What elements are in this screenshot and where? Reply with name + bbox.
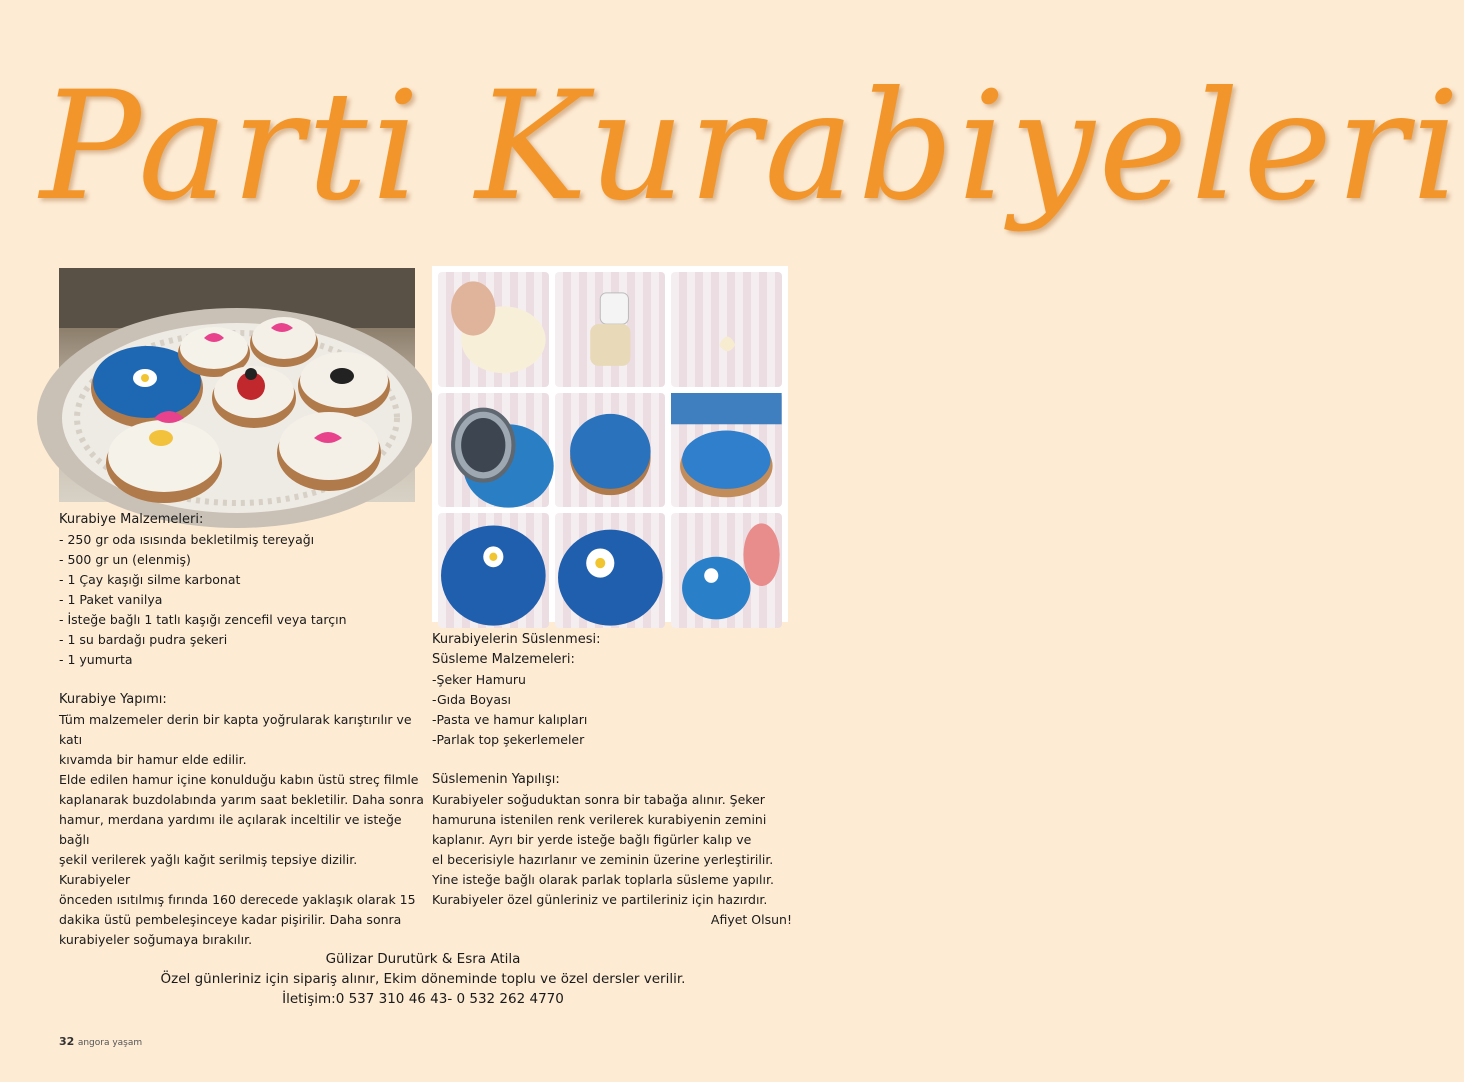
method-heading: Kurabiye Yapımı: <box>59 692 167 707</box>
step-line: Kurabiyeler özel günleriniz ve partileriniz için hazırdır. <box>432 892 768 907</box>
step-photo-3 <box>671 272 782 387</box>
method-line: kurabiyeler soğumaya bırakılır. <box>59 932 253 947</box>
footer-credits <box>0 949 846 1009</box>
ingredient-item: - 500 gr un (elenmiş) <box>59 552 191 567</box>
ingredients-heading: Kurabiye Malzemeleri: <box>59 512 204 527</box>
left-column <box>59 510 424 950</box>
right-column <box>432 630 792 930</box>
step-photo-7-illustration <box>438 513 549 628</box>
step-line: Yine isteğe bağlı olarak parlak toplarla süsleme yapılır. <box>432 872 774 887</box>
step-photo-4-illustration <box>438 393 549 508</box>
page-title: Parti Kurabiyeleri <box>40 60 1464 234</box>
step-photo-6-illustration <box>671 393 782 508</box>
material-item: -Şeker Hamuru <box>432 672 526 687</box>
method-line: kıvamda bir hamur elde edilir. <box>59 752 247 767</box>
step-photo-2 <box>555 272 666 387</box>
step-photo-5 <box>555 393 666 508</box>
method-line: şekil verilerek yağlı kağıt serilmiş tepsiye dizilir. Kurabiyeler <box>59 852 358 887</box>
method-line: Tüm malzemeler derin bir kapta yoğrularak karıştırılır ve katı <box>59 712 412 747</box>
ingredient-item: - 1 Çay kaşığı silme karbonat <box>59 572 241 587</box>
publication-name: angora yaşam <box>77 1038 143 1048</box>
step-photo-8-illustration <box>555 513 666 628</box>
step-photo-9 <box>671 513 782 628</box>
contact-info: İletişim:0 537 310 46 43- 0 532 262 4770 <box>282 991 564 1007</box>
step-photo-grid <box>432 266 788 622</box>
step-line: kaplanır. Ayrı bir yerde isteğe bağlı figürler kalıp ve <box>432 832 752 847</box>
step-photo-4 <box>438 393 549 508</box>
step-photo-5-illustration <box>555 393 666 508</box>
step-photo-3-illustration <box>671 272 782 387</box>
page-number: 32 <box>59 1035 75 1048</box>
step-photo-1-illustration <box>438 272 549 387</box>
step-line: el becerisiyle hazırlanır ve zeminin üzerine yerleştirilir. <box>432 852 774 867</box>
cookies-photo <box>59 268 415 502</box>
ingredient-item: - 1 Paket vanilya <box>59 592 163 607</box>
closing-text: Afiyet Olsun! <box>710 912 792 927</box>
step-photo-1 <box>438 272 549 387</box>
materials-heading: Süsleme Malzemeleri: <box>432 652 575 667</box>
decoration-heading: Kurabiyelerin Süslenmesi: <box>432 632 601 647</box>
ingredient-item: - İsteğe bağlı 1 tatlı kaşığı zencefil veya tarçın <box>59 612 347 627</box>
method-line: Elde edilen hamur içine konulduğu kabın üstü streç filmle <box>59 772 419 787</box>
material-item: -Gıda Boyası <box>432 692 511 707</box>
step-line: hamuruna istenilen renk verilerek kurabiyenin zemini <box>432 812 767 827</box>
material-item: -Pasta ve hamur kalıpları <box>432 712 588 727</box>
ingredient-item: - 1 su bardağı pudra şekeri <box>59 632 228 647</box>
step-photo-2-illustration <box>555 272 666 387</box>
method-line: dakika üstü pembeleşinceye kadar pişirilir. Daha sonra <box>59 912 402 927</box>
method-line: hamur, merdana yardımı ile açılarak inceltilir ve isteğe bağlı <box>59 812 402 847</box>
ingredient-item: - 250 gr oda ısısında bekletilmiş tereyağı <box>59 532 315 547</box>
cookies-photo-illustration <box>59 268 415 502</box>
step-photo-9-illustration <box>671 513 782 628</box>
step-line: Kurabiyeler soğuduktan sonra bir tabağa alınır. Şeker <box>432 792 765 807</box>
method-line: önceden ısıtılmış fırında 160 derecede yaklaşık olarak 15 <box>59 892 416 907</box>
material-item: -Parlak top şekerlemeler <box>432 732 585 747</box>
step-photo-6 <box>671 393 782 508</box>
method-line: kaplanarak buzdolabında yarım saat bekletilir. Daha sonra <box>59 792 424 807</box>
order-note: Özel günleriniz için sipariş alınır, Ekim döneminde toplu ve özel dersler verilir. <box>160 971 686 987</box>
step-photo-7 <box>438 513 549 628</box>
steps-heading: Süslemenin Yapılışı: <box>432 772 560 787</box>
authors: Gülizar Durutürk & Esra Atila <box>325 951 521 967</box>
step-photo-8 <box>555 513 666 628</box>
page-number-area <box>59 1035 142 1048</box>
ingredient-item: - 1 yumurta <box>59 652 133 667</box>
